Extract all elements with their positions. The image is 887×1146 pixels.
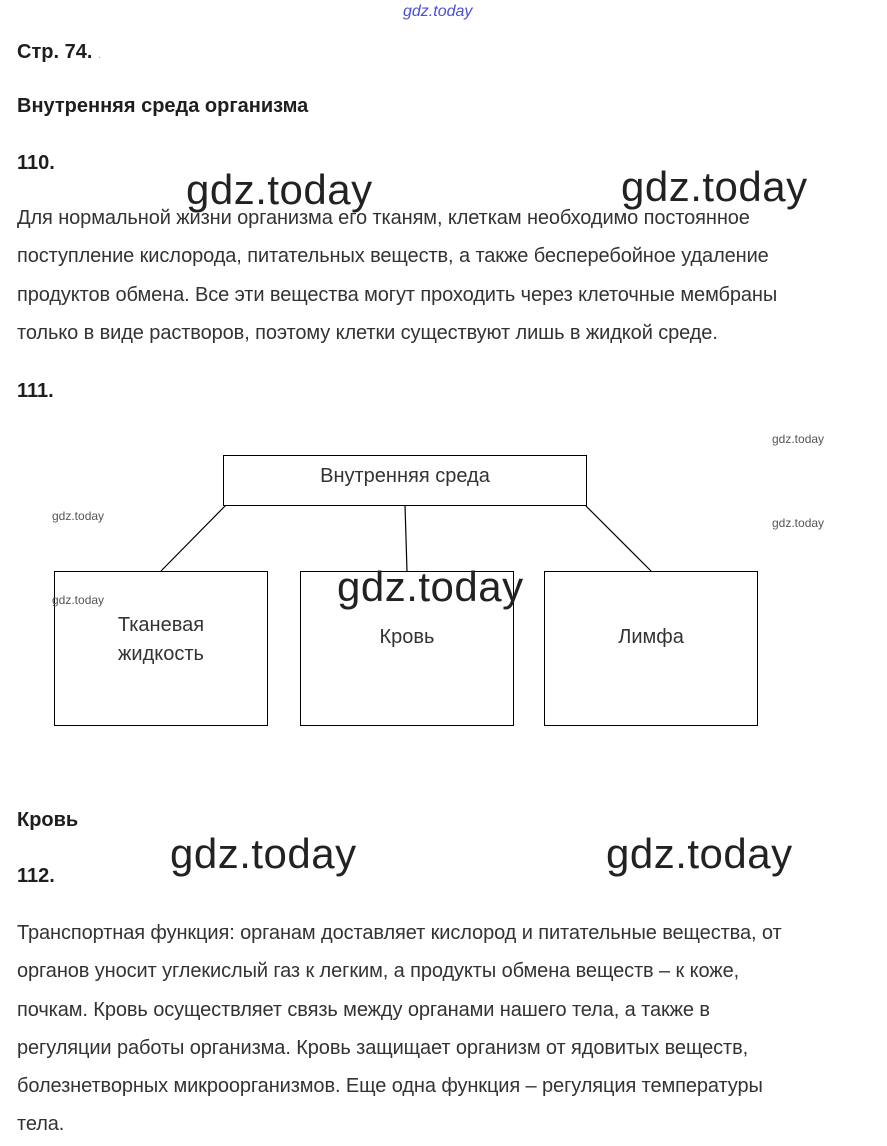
watermark-big: gdz.today — [170, 830, 357, 877]
task-112-text — [17, 914, 782, 1144]
connector-line-left — [161, 505, 226, 571]
task-number-111: 111. — [17, 380, 54, 402]
watermark-small: gdz.today — [52, 509, 105, 523]
section-title-internal-environment: Внутренняя среда организма — [17, 95, 309, 117]
task-112-line: почкам. Кровь осуществляет связь между органами нашего тела, а также в — [17, 998, 710, 1021]
task-110-line: Для нормальной жизни организма его тканям, клеткам необходимо постоянное — [17, 207, 750, 229]
page-label-text: Стр. 74. — [17, 41, 93, 63]
task-112-line: органов уносит углекислый газ к легким, а продукты обмена веществ – к коже, — [17, 960, 740, 983]
watermark-small: gdz.today — [772, 432, 825, 446]
task-112-line: тела. — [17, 1113, 65, 1136]
watermark-small: gdz.today — [52, 593, 105, 607]
connector-line-center — [405, 505, 407, 571]
watermark-big: gdz.today — [337, 563, 524, 610]
diagram-child-label: Тканевая жидкость — [117, 613, 205, 665]
watermark-top: gdz.today — [403, 3, 473, 20]
diagram-child-label: Кровь — [379, 626, 435, 648]
task-112-line: Транспортная функция: органам доставляет кислород и питательные вещества, от — [17, 922, 782, 944]
task-number-110: 110. — [17, 152, 55, 174]
task-112-line: болезнетворных микроорганизмов. Еще одна функция – регуляция температуры — [17, 1075, 763, 1098]
connector-line-right — [585, 505, 651, 571]
page-label-dot: . — [97, 50, 101, 61]
diagram-root-box — [223, 455, 587, 506]
task-110-line: только в виде растворов, поэтому клетки существуют лишь в жидкой среде. — [17, 321, 718, 344]
task-number-112: 112. — [17, 865, 55, 887]
watermark-big: gdz.today — [621, 163, 808, 210]
section-title-blood: Кровь — [17, 809, 79, 831]
diagram-child-box-lymph — [544, 571, 758, 726]
task-110-line: поступление кислорода, питательных веществ, а также бесперебойное удаление — [17, 245, 769, 268]
watermark-small: gdz.today — [772, 516, 825, 530]
diagram-root-label: Внутренняя среда — [320, 465, 490, 487]
diagram-child-label: Лимфа — [618, 626, 684, 648]
task-110-line: продуктов обмена. Все эти вещества могут проходить через клеточные мембраны — [17, 283, 778, 306]
watermark-big: gdz.today — [186, 166, 373, 213]
watermark-big: gdz.today — [606, 830, 793, 877]
task-112-line: регуляции работы организма. Кровь защищает организм от ядовитых веществ, — [17, 1036, 749, 1059]
